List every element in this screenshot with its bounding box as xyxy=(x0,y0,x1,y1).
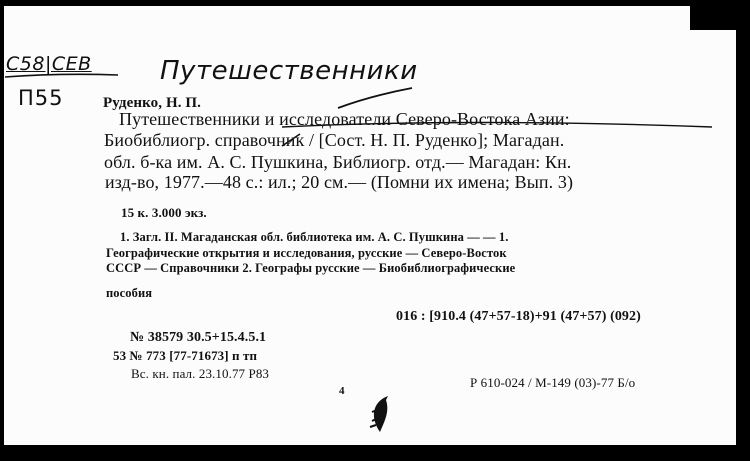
tracing-line-4: пособия xyxy=(106,286,153,300)
author-heading: Руденко, Н. П. xyxy=(103,95,202,111)
price-print-run: 15 к. 3.000 экз. xyxy=(121,205,207,220)
title-line-1: Путешественники и исследователи Северо-Востока Азии: xyxy=(119,109,570,129)
ink-blot xyxy=(374,396,388,432)
title-line-3: обл. б-ка им. А. С. Пушкина, Библиогр. отд.— Магадан: Кн. xyxy=(104,152,572,172)
handwritten-location-code: П55 xyxy=(18,86,64,110)
title-line-4: изд-во, 1977.—48 с.: ил.; 20 см.— (Помни их имена; Вып. 3) xyxy=(105,172,574,192)
title-line-2: Биобиблиогр. справочник / [Сост. Н. П. Руденко]; Магадан. xyxy=(104,130,565,150)
printed-line: Вс. кн. пал. 23.10.77 Р83 xyxy=(131,366,270,381)
udc-index: 016 : [910.4 (47+57-18)+91 (47+57) (092) xyxy=(396,309,641,324)
tracing-line-2: Географические открытия и исследования, русские — Северо-Восток xyxy=(106,246,507,260)
tracing-line-1: 1. Загл. II. Магаданская обл. библиотека им. А. С. Пушкина — — 1. xyxy=(120,230,509,244)
card-number: № 38579 30.5+15.4.5.1 xyxy=(130,330,267,345)
underline-stroke-shelf xyxy=(5,74,118,77)
tracing-line-3: СССР — Справочники 2. Географы русские — Биобиблиографические xyxy=(106,261,516,275)
order-line: 53 № 773 [77-71673] п тп xyxy=(113,348,258,363)
handwritten-subject-heading: Путешественники xyxy=(160,56,418,86)
handwritten-shelf-code: C58|CEB xyxy=(6,53,92,75)
page-mark: 4 xyxy=(339,385,345,397)
publisher-code: Р 610-024 / М-149 (03)-77 Б/о xyxy=(470,375,636,390)
pen-stroke-diagonal xyxy=(338,88,412,108)
